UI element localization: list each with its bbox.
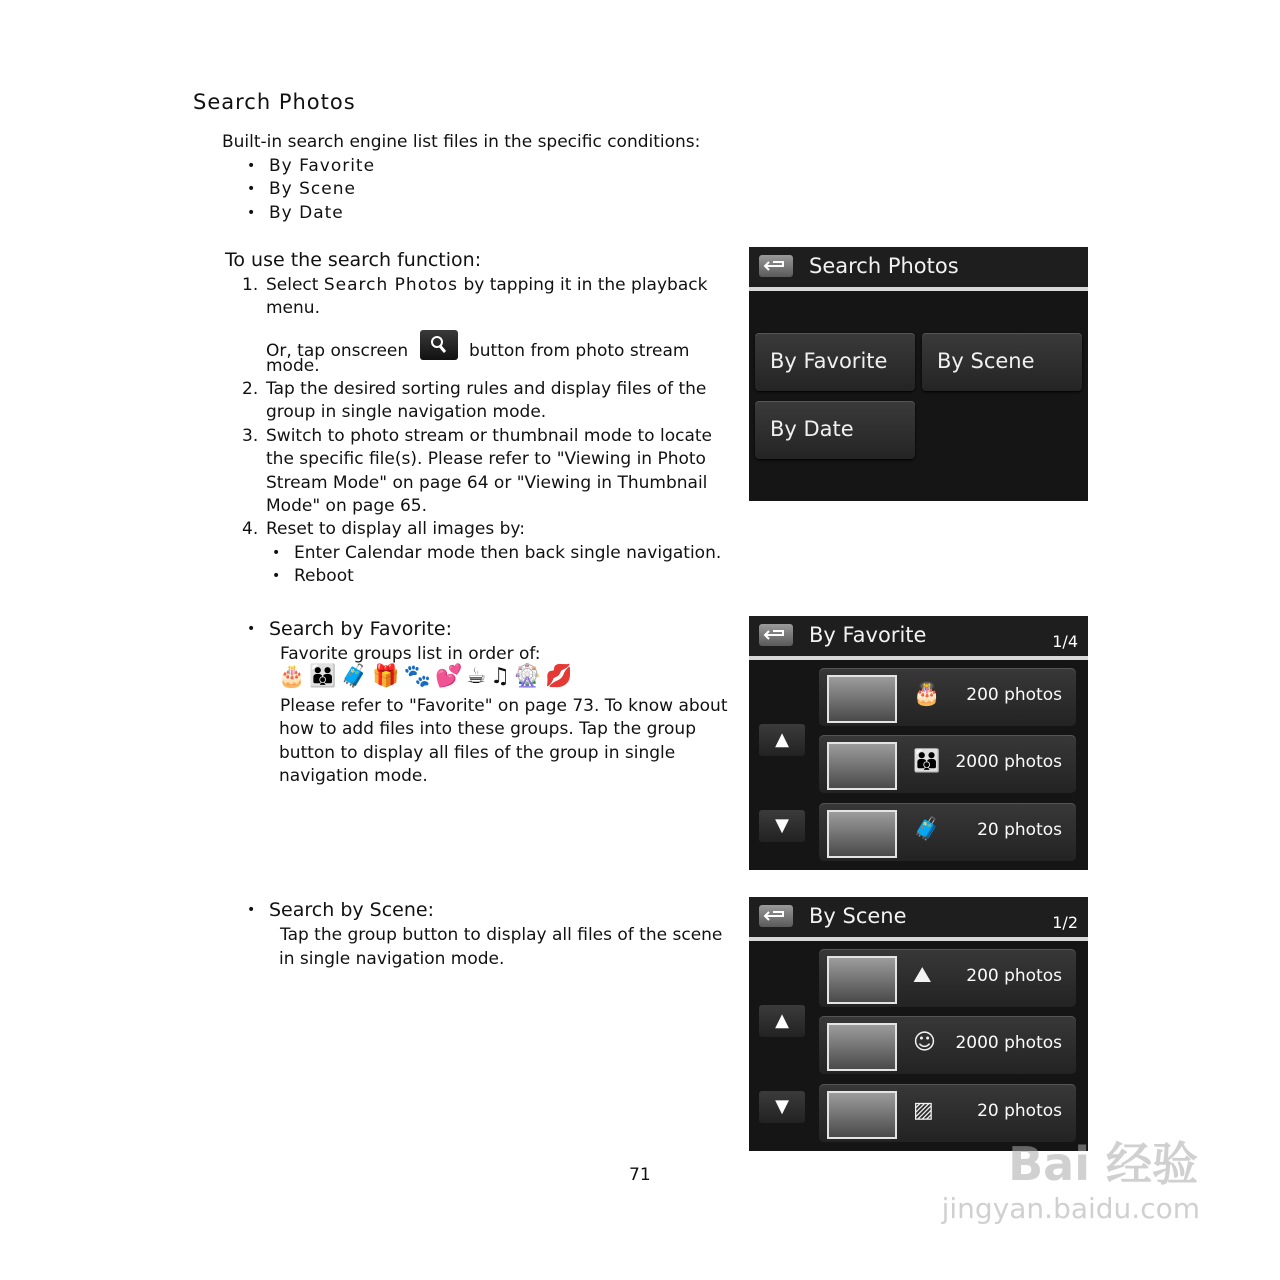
photo-count: 200 photos: [966, 966, 1062, 986]
step-3-line4: Mode" on page 65.: [266, 496, 428, 516]
favorite-group-row[interactable]: [819, 803, 1076, 861]
step-3-number: 3.: [242, 426, 259, 446]
fav-line5: navigation mode.: [279, 766, 428, 786]
group-thumbnail: [827, 956, 897, 1004]
back-arrow-icon: [759, 255, 793, 277]
page-indicator: 1/4: [1052, 632, 1078, 651]
step-1-or-line: [266, 330, 689, 364]
use-heading: To use the search function:: [225, 249, 482, 271]
step-1-highlight: Search Photos: [323, 275, 459, 295]
by-scene-button[interactable]: By Scene: [922, 333, 1082, 391]
step-4-bullet-calendar: • Enter Calendar mode then back single navigation.: [294, 542, 721, 566]
page-number: 71: [629, 1165, 651, 1185]
fav-line2: Please refer to "Favorite" on page 73. To know about: [280, 696, 728, 716]
step-1-number: 1.: [242, 275, 259, 295]
search-icon: [420, 330, 458, 360]
fav-line3: how to add files into these groups. Tap the group: [279, 719, 696, 739]
fav-heading: • Search by Favorite:: [269, 618, 452, 642]
page-indicator: 1/2: [1052, 913, 1078, 932]
landscape-icon: ⛰: [913, 963, 932, 988]
group-thumbnail: [827, 742, 897, 790]
step-1-or-suffix: button from photo stream: [468, 341, 690, 361]
back-button[interactable]: [759, 255, 793, 277]
favorite-group-row[interactable]: [819, 668, 1076, 726]
by-favorite-screen: [749, 616, 1088, 870]
photo-count: 20 photos: [977, 1101, 1062, 1121]
search-photos-screen: [749, 247, 1088, 501]
step-2-number: 2.: [242, 379, 259, 399]
photo-count: 2000 photos: [955, 752, 1062, 772]
scene-line1: Tap the group button to display all files of the scene: [280, 925, 723, 945]
scene-group-row[interactable]: [819, 949, 1076, 1007]
step-4-line1: Reset to display all images by:: [266, 519, 525, 539]
picture-icon: ▨: [913, 1098, 934, 1123]
back-button[interactable]: [759, 905, 793, 927]
step-2-line2: group in single navigation mode.: [266, 402, 547, 422]
scene-heading: • Search by Scene:: [269, 899, 434, 923]
step-4-number: 4.: [242, 519, 259, 539]
step-1-suffix: by tapping it in the playback: [463, 275, 708, 295]
favorite-group-icons: 🎂👪🧳🎁🐾💕☕♫🎡💋: [278, 664, 577, 689]
luggage-icon: 🧳: [913, 817, 941, 842]
scene-line2: in single navigation mode.: [279, 949, 505, 969]
by-scene-screen: [749, 897, 1088, 1151]
screen-title: Search Photos: [809, 254, 959, 278]
step-1-prefix: Select: [266, 275, 319, 295]
condition-scene: • By Scene: [269, 178, 356, 202]
condition-favorite: • By Favorite: [269, 155, 375, 179]
back-button[interactable]: [759, 624, 793, 646]
group-thumbnail: [827, 810, 897, 858]
scroll-down-button[interactable]: ▼: [759, 1091, 805, 1123]
fav-line1: Favorite groups list in order of:: [280, 644, 541, 664]
step-3-line1: Switch to photo stream or thumbnail mode to locate: [266, 426, 712, 446]
by-date-button[interactable]: By Date: [755, 401, 915, 459]
step-4-bullet-reboot: • Reboot: [294, 565, 354, 589]
photo-count: 2000 photos: [955, 1033, 1062, 1053]
screen-title: By Favorite: [809, 623, 927, 647]
photo-count: 200 photos: [966, 685, 1062, 705]
family-icon: 👪: [913, 749, 941, 774]
page-title: Search Photos: [193, 90, 356, 114]
screen-header: [749, 247, 1088, 291]
step-2-line1: Tap the desired sorting rules and display files of the: [266, 379, 707, 399]
condition-date: • By Date: [269, 202, 344, 226]
photo-count: 20 photos: [977, 820, 1062, 840]
scroll-up-button[interactable]: ▲: [759, 724, 805, 756]
portrait-icon: ☺: [913, 1030, 936, 1055]
scene-group-row[interactable]: [819, 1016, 1076, 1074]
scroll-up-button[interactable]: ▲: [759, 1005, 805, 1037]
step-1-line2: menu.: [266, 298, 320, 318]
intro-text: Built-in search engine list files in the specific conditions:: [222, 132, 701, 152]
group-thumbnail: [827, 1023, 897, 1071]
back-arrow-icon: [759, 905, 793, 927]
birthday-cake-icon: 🎂: [913, 682, 941, 707]
screen-header: [749, 616, 1088, 660]
by-favorite-button[interactable]: By Favorite: [755, 333, 915, 391]
scroll-down-button[interactable]: ▼: [759, 810, 805, 842]
group-thumbnail: [827, 1091, 897, 1139]
step-1-line: [266, 274, 707, 298]
back-arrow-icon: [759, 624, 793, 646]
watermark-logo: Bai 经验: [1008, 1137, 1198, 1191]
step-1-or: Or, tap onscreen: [266, 341, 409, 361]
step-3-line2: the specific file(s). Please refer to "Viewing in Photo: [266, 449, 706, 469]
favorite-group-row[interactable]: [819, 735, 1076, 793]
step-1-or-line2: mode.: [266, 356, 320, 376]
step-3-line3: Stream Mode" on page 64 or "Viewing in Thumbnail: [266, 473, 708, 493]
fav-line4: button to display all files of the group in single: [279, 743, 676, 763]
group-thumbnail: [827, 675, 897, 723]
screen-title: By Scene: [809, 904, 907, 928]
screen-header: [749, 897, 1088, 941]
watermark-url: jingyan.baidu.com: [941, 1192, 1200, 1225]
